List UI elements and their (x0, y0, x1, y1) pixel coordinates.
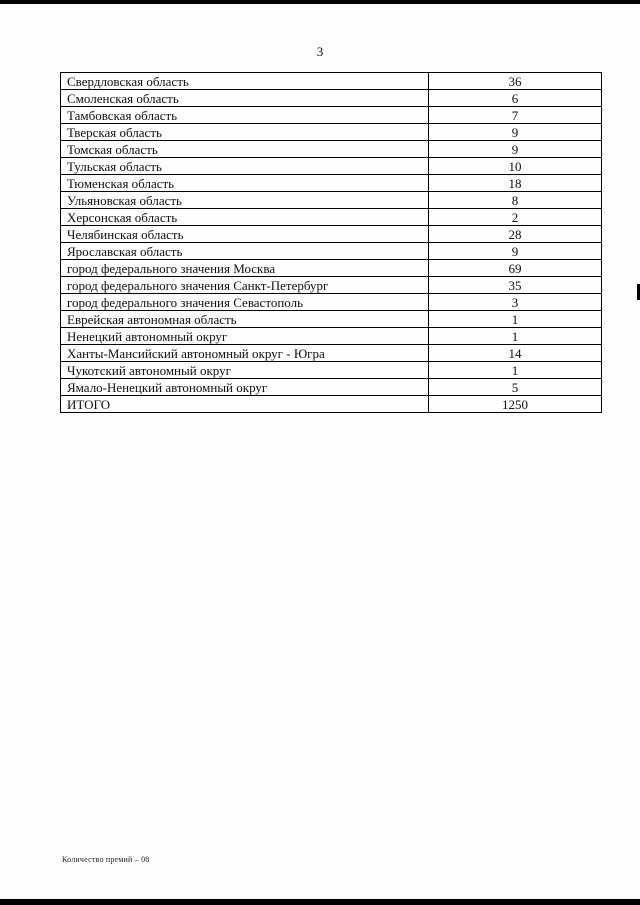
region-count-cell: 10 (429, 158, 602, 175)
region-name-cell: Смоленская область (61, 90, 429, 107)
region-name-cell: Херсонская область (61, 209, 429, 226)
table-row (61, 345, 602, 362)
region-count-cell: 14 (429, 345, 602, 362)
table-row (61, 158, 602, 175)
region-name-cell: ИТОГО (61, 396, 429, 413)
page-number: 3 (316, 44, 324, 59)
region-name-cell: Ненецкий автономный округ (61, 328, 429, 345)
region-name-cell: Томская область (61, 141, 429, 158)
region-count-cell: 1 (429, 362, 602, 379)
region-count-cell: 9 (429, 243, 602, 260)
scan-artifact-top-edge (0, 0, 640, 4)
region-name-cell: Ульяновская область (61, 192, 429, 209)
table-row (61, 124, 602, 141)
region-name-cell: город федерального значения Санкт-Петербург (61, 277, 429, 294)
region-count-cell: 35 (429, 277, 602, 294)
region-count-cell: 3 (429, 294, 602, 311)
regions-table-body (61, 73, 602, 413)
regions-count-table (60, 72, 602, 413)
region-count-cell: 9 (429, 141, 602, 158)
region-name-cell: Тверская область (61, 124, 429, 141)
region-count-cell: 9 (429, 124, 602, 141)
region-name-cell: Ямало-Ненецкий автономный округ (61, 379, 429, 396)
scan-artifact-bottom-edge (0, 899, 640, 905)
region-count-cell: 8 (429, 192, 602, 209)
region-name-cell: Чукотский автономный округ (61, 362, 429, 379)
table-row (61, 362, 602, 379)
region-count-cell: 69 (429, 260, 602, 277)
table-row (61, 175, 602, 192)
region-count-cell: 1 (429, 311, 602, 328)
region-count-cell: 1 (429, 328, 602, 345)
region-name-cell: город федерального значения Москва (61, 260, 429, 277)
region-name-cell: Ханты-Мансийский автономный округ - Югра (61, 345, 429, 362)
region-count-cell: 7 (429, 107, 602, 124)
table-row (61, 107, 602, 124)
region-name-cell: Еврейская автономная область (61, 311, 429, 328)
footer-note: Количество премий – 08 (62, 855, 150, 864)
region-count-cell: 36 (429, 73, 602, 90)
region-count-cell: 1250 (429, 396, 602, 413)
table-row (61, 90, 602, 107)
region-count-cell: 6 (429, 90, 602, 107)
table-row (61, 396, 602, 413)
table-row (61, 277, 602, 294)
table-row (61, 294, 602, 311)
table-row (61, 260, 602, 277)
region-name-cell: Челябинская область (61, 226, 429, 243)
table-row (61, 209, 602, 226)
table-row (61, 73, 602, 90)
table-row (61, 141, 602, 158)
table-row (61, 311, 602, 328)
table-row (61, 328, 602, 345)
region-count-cell: 28 (429, 226, 602, 243)
region-name-cell: Тюменская область (61, 175, 429, 192)
region-name-cell: Тульская область (61, 158, 429, 175)
region-name-cell: Свердловская область (61, 73, 429, 90)
table-row (61, 192, 602, 209)
table-row (61, 226, 602, 243)
region-count-cell: 18 (429, 175, 602, 192)
table-row (61, 243, 602, 260)
region-count-cell: 2 (429, 209, 602, 226)
region-name-cell: город федерального значения Севастополь (61, 294, 429, 311)
region-name-cell: Тамбовская область (61, 107, 429, 124)
region-name-cell: Ярославская область (61, 243, 429, 260)
table-row (61, 379, 602, 396)
region-count-cell: 5 (429, 379, 602, 396)
